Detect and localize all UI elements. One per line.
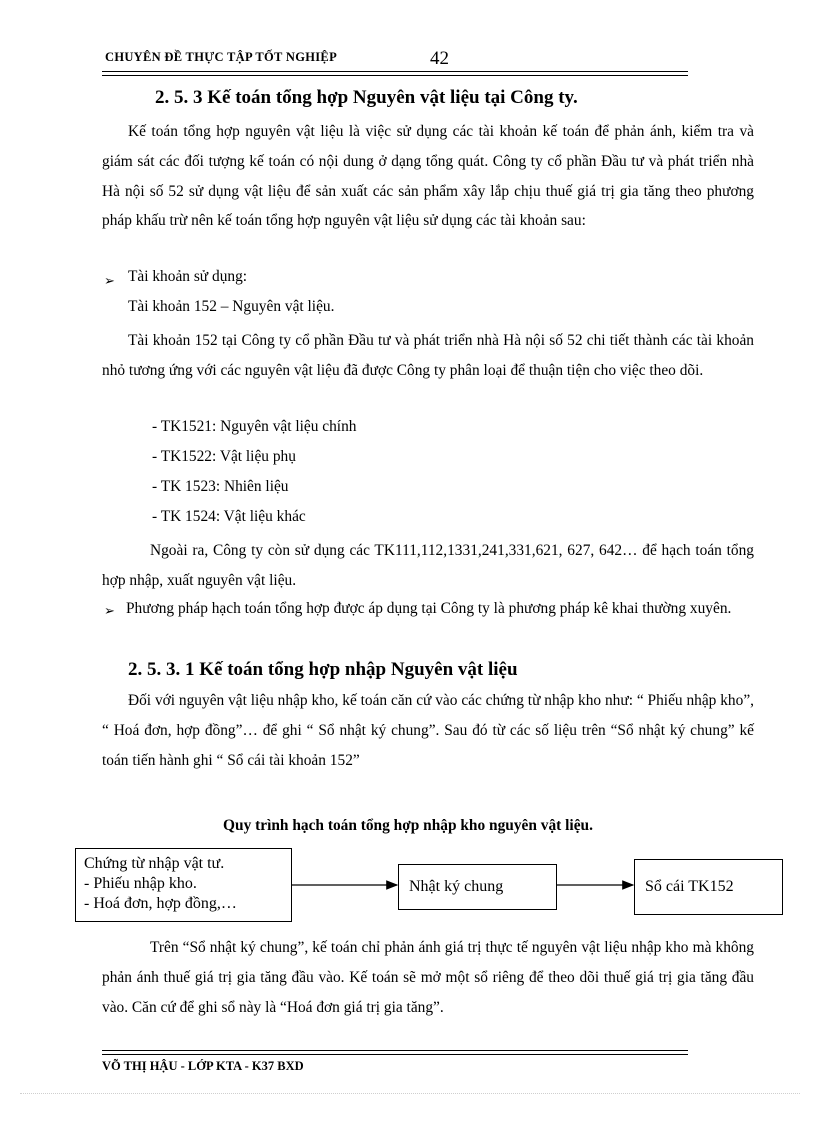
paragraph-general-journal: Trên “Sổ nhật ký chung”, kế toán chỉ phản ánh giá trị thực tế nguyên vật liệu nhập kho mà không phản ánh thuế giá trị gia tăng đầu vào. Kế toán sẽ mở một sổ riêng để theo dõi thuế giá trị gia tăng đầu vào. Căn cứ để ghi sổ này là “Hoá đơn giá trị gia tăng”. [102, 939, 754, 1016]
box-line: Chứng từ nhập vật tư. [84, 855, 225, 872]
diagram-caption: Quy trình hạch toán tổng hợp nhập kho nguyên vật liệu. [223, 817, 593, 834]
page-edge-dots [20, 1093, 800, 1094]
header-title: CHUYÊN ĐỀ THỰC TẬP TỐT NGHIỆP [105, 50, 338, 64]
ledger-152-box: Sổ cái TK152 [634, 859, 783, 915]
bullet-arrow-icon: ➢ [104, 273, 115, 288]
page-number: 42 [430, 48, 449, 69]
subsection-title: 2. 5. 3. 1 Kế toán tổng hợp nhập Nguyên vật liệu [128, 659, 518, 680]
paragraph-other-accounts: Ngoài ra, Công ty còn sử dụng các TK111,112,1331,241,331,621, 627, 642… để hạch toán tổng hợp nhập, xuất nguyên vật liệu. [102, 542, 754, 589]
footer-author: VÕ THỊ HẬU - LỚP KTA - K37 BXD [102, 1059, 304, 1073]
bullet-arrow-icon: ➢ [104, 603, 115, 618]
paragraph-account-detail: Tài khoản 152 tại Công ty cổ phần Đầu tư và phát triển nhà Hà nội số 52 chi tiết thành các tài khoản nhỏ tương ứng với các nguyên vật liệu đã được Công ty phân loại để thuận tiện cho việc theo dõi. [102, 332, 754, 379]
bullet-accounts-used: Tài khoản sử dụng: [128, 268, 248, 285]
footer-rule-top [102, 1050, 688, 1051]
sub-account-item: - TK 1523: Nhiên liệu [152, 478, 289, 495]
sub-account-item: - TK1522: Vật liệu phụ [152, 448, 296, 465]
box-line: - Phiếu nhập kho. [84, 875, 197, 892]
paragraph-import: Đối với nguyên vật liệu nhập kho, kế toán căn cứ vào các chứng từ nhập kho như: “ Phiếu nhập kho”, “ Hoá đơn, hợp đồng”… để ghi “ Sổ nhật ký chung”. Sau đó từ các số liệu trên “Sổ nhật ký chung” kế toán tiến hành ghi “ Sổ cái tài khoản 152” [102, 692, 754, 769]
account-152-line: Tài khoản 152 – Nguyên vật liệu. [128, 298, 335, 315]
section-title: 2. 5. 3 Kế toán tổng hợp Nguyên vật liệu tại Công ty. [155, 87, 578, 108]
footer-rule-bottom [102, 1054, 688, 1055]
bullet-method: Phương pháp hạch toán tổng hợp được áp dụng tại Công ty là phương pháp kê khai thường xuyên. [126, 600, 732, 617]
paragraph-intro: Kế toán tổng hợp nguyên vật liệu là việc sử dụng các tài khoản kế toán để phản ánh, kiểm tra và giám sát các đối tượng kế toán có nội dung ở dạng tổng quát. Công ty cổ phần Đầu tư và phát triển nhà Hà nội số 52 sử dụng vật liệu để sản xuất các sản phẩm xây lắp chịu thuế giá trị gia tăng theo phương pháp khấu trừ nên kế toán tổng hợp nguyên vật liệu sử dụng các tài khoản sau: [102, 123, 754, 230]
sub-account-item: - TK 1524: Vật liệu khác [152, 508, 306, 525]
sub-account-item: - TK1521: Nguyên vật liệu chính [152, 418, 357, 435]
general-journal-box: Nhật ký chung [398, 864, 557, 910]
box-line: - Hoá đơn, hợp đồng,… [84, 895, 237, 912]
